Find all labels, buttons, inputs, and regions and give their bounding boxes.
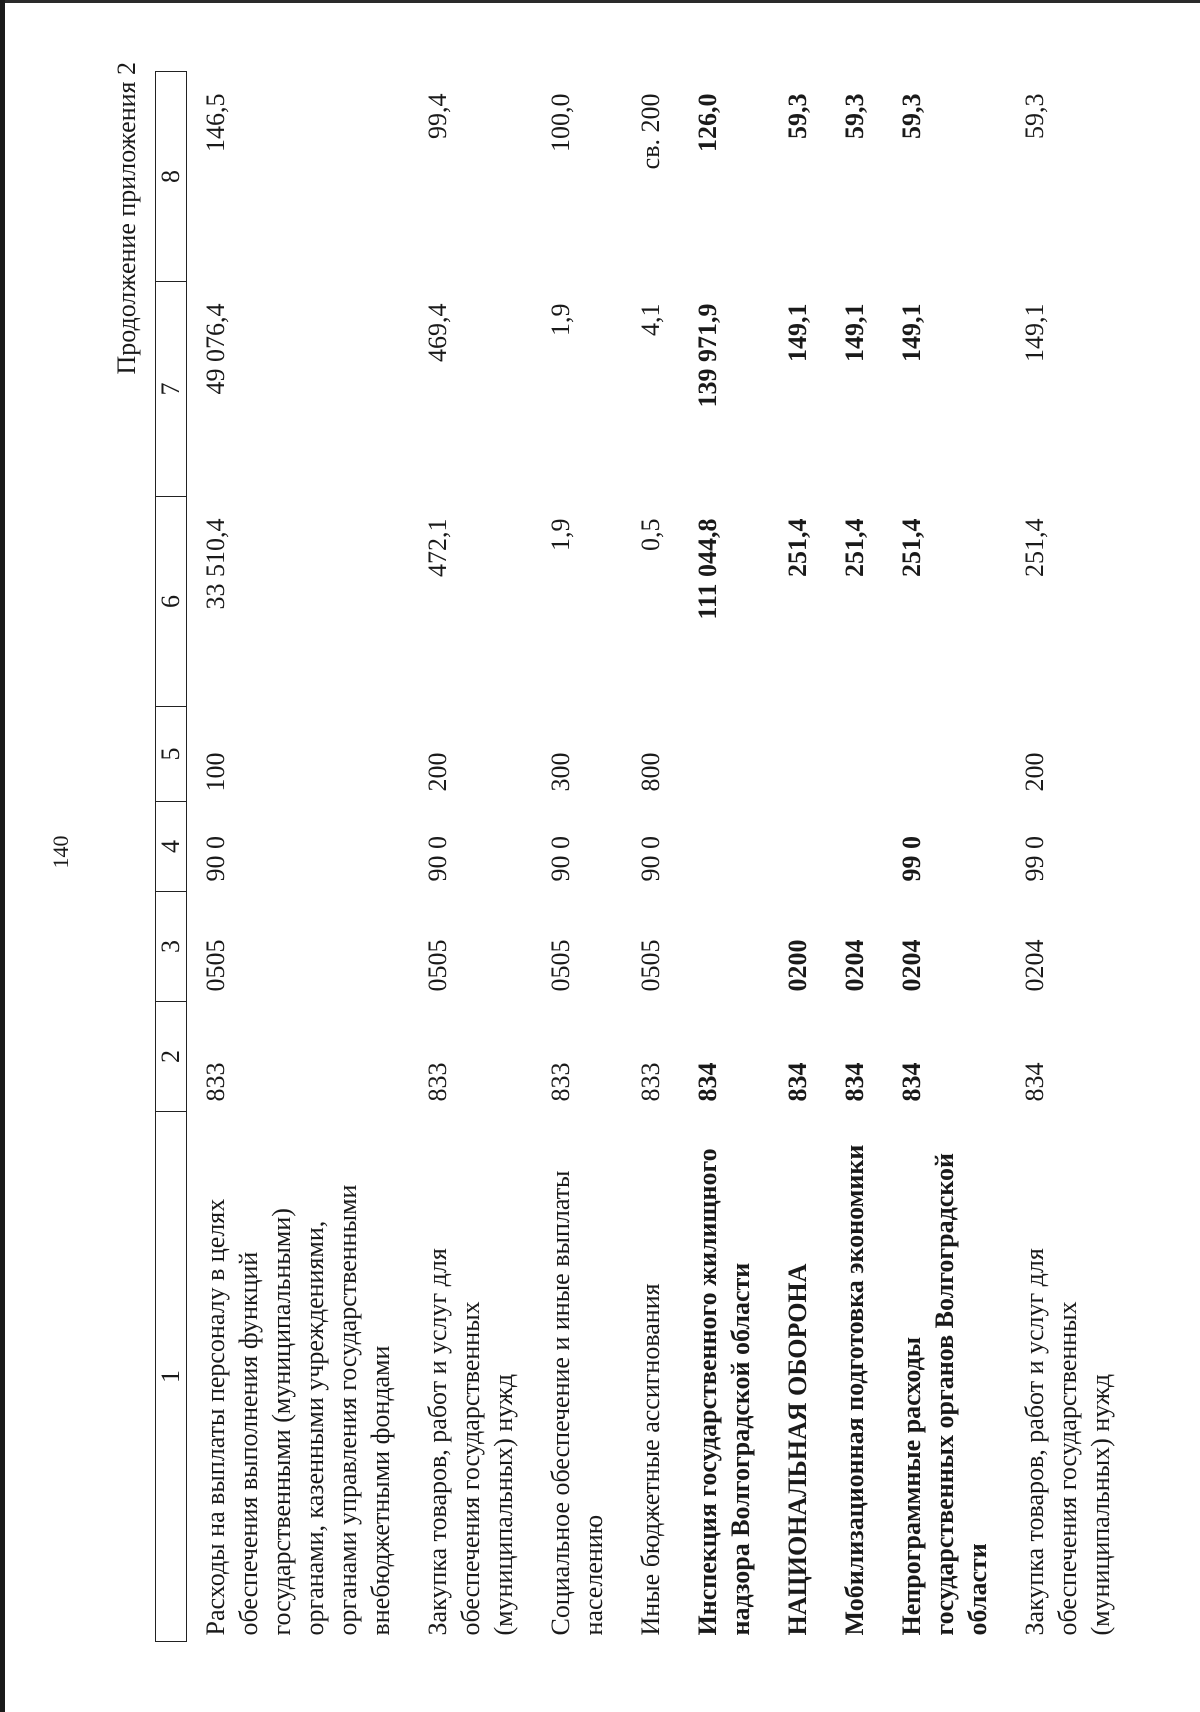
cell-col6: 33 510,4 — [201, 518, 230, 610]
cell-section: 0204 — [897, 939, 926, 992]
cell-col8: 126,0 — [693, 93, 722, 152]
column-header: 1 — [156, 1112, 187, 1642]
cell-chapter: 833 — [546, 1062, 575, 1102]
cell-target: 90 0 — [201, 836, 230, 882]
cell-section: 0200 — [783, 939, 812, 992]
cell-col8: 59,3 — [783, 93, 812, 139]
cell-target: 90 0 — [423, 836, 452, 882]
continuation-caption: Продолжение приложения 2 — [112, 62, 141, 375]
table-row — [1006, 72, 1129, 1642]
cell-col8: 146,5 — [201, 93, 230, 152]
cell-section: 0204 — [840, 939, 869, 992]
row-name: Иные бюджетные ассигнования — [636, 1283, 665, 1636]
cell-col7: 149,1 — [840, 303, 869, 362]
cell-expense-type: 200 — [1020, 752, 1049, 792]
table-row — [679, 72, 769, 1642]
table-row — [826, 72, 883, 1642]
cell-chapter: 833 — [636, 1062, 665, 1102]
cell-target — [679, 802, 769, 892]
cell-expense-type: 200 — [423, 752, 452, 792]
column-header: 3 — [156, 892, 187, 1002]
cell-target: 90 0 — [546, 836, 575, 882]
cell-section: 0505 — [423, 939, 452, 992]
cell-col7: 149,1 — [783, 303, 812, 362]
cell-target: 99 0 — [1020, 836, 1049, 882]
cell-col8: 59,3 — [840, 93, 869, 139]
cell-col6: 1,9 — [546, 518, 575, 551]
cell-expense-type: 100 — [201, 752, 230, 792]
cell-chapter: 834 — [840, 1062, 869, 1102]
row-name: Закупка товаров, работ и услуг для обеспечения государственных (муниципальных) нужд — [1020, 1248, 1115, 1636]
cell-col7: 139 971,9 — [693, 303, 722, 408]
table-row — [409, 72, 532, 1642]
cell-expense-type: 300 — [546, 752, 575, 792]
cell-col7: 149,1 — [1020, 303, 1049, 362]
table-row — [187, 72, 410, 1642]
table-row — [769, 72, 826, 1642]
column-header: 5 — [156, 707, 187, 802]
cell-col6: 251,4 — [783, 518, 812, 577]
table-header-row — [156, 72, 187, 1642]
cell-chapter: 834 — [783, 1062, 812, 1102]
budget-table — [155, 71, 1129, 1642]
cell-chapter: 833 — [201, 1062, 230, 1102]
cell-col6: 251,4 — [1020, 518, 1049, 577]
cell-col7: 4,1 — [636, 303, 665, 336]
page-number: 140 — [48, 835, 73, 869]
cell-target — [769, 802, 826, 892]
cell-section: 0204 — [1020, 939, 1049, 992]
column-header: 2 — [156, 1002, 187, 1112]
row-name: Расходы на выплаты персоналу в целях обеспечения выполнения функций государственными (муниципальными) органами, казенными учреждениями, органами управления государственными внебюджетными фондами — [201, 1184, 395, 1636]
cell-col8: 100,0 — [546, 93, 575, 152]
cell-target: 99 0 — [897, 836, 926, 882]
cell-expense-type — [826, 707, 883, 802]
cell-col7: 469,4 — [423, 303, 452, 362]
table-body — [187, 72, 1130, 1642]
cell-chapter: 834 — [693, 1062, 722, 1102]
column-header: 8 — [156, 72, 187, 282]
cell-expense-type — [769, 707, 826, 802]
table-row — [883, 72, 1006, 1642]
cell-expense-type: 800 — [636, 752, 665, 792]
cell-expense-type — [679, 707, 769, 802]
cell-chapter: 834 — [897, 1062, 926, 1102]
row-name: Инспекция государственного жилищного надзора Волгоградской области — [693, 1148, 755, 1636]
row-name: Мобилизационная подготовка экономики — [840, 1144, 869, 1636]
cell-col6: 0,5 — [636, 518, 665, 551]
column-header: 4 — [156, 802, 187, 892]
column-header: 6 — [156, 497, 187, 707]
cell-chapter: 833 — [423, 1062, 452, 1102]
table-row — [532, 72, 622, 1642]
cell-target — [826, 802, 883, 892]
cell-col6: 251,4 — [897, 518, 926, 577]
row-name: НАЦИОНАЛЬНАЯ ОБОРОНА — [783, 1263, 812, 1636]
cell-col6: 472,1 — [423, 518, 452, 577]
cell-col8: 59,3 — [897, 93, 926, 139]
cell-section — [679, 892, 769, 1002]
cell-col7: 49 076,4 — [201, 303, 230, 395]
cell-target: 90 0 — [636, 836, 665, 882]
cell-expense-type — [883, 707, 1006, 802]
column-header: 7 — [156, 282, 187, 497]
cell-col7: 1,9 — [546, 303, 575, 336]
cell-col7: 149,1 — [897, 303, 926, 362]
cell-col8: 99,4 — [423, 93, 452, 139]
row-name: Социальное обеспечение и иные выплаты населению — [546, 1170, 608, 1636]
row-name: Закупка товаров, работ и услуг для обеспечения государственных (муниципальных) нужд — [423, 1248, 518, 1636]
cell-section: 0505 — [546, 939, 575, 992]
cell-col6: 251,4 — [840, 518, 869, 577]
cell-section: 0505 — [201, 939, 230, 992]
table-row — [622, 72, 679, 1642]
cell-col6: 111 044,8 — [693, 518, 722, 620]
cell-section: 0505 — [636, 939, 665, 992]
cell-chapter: 834 — [1020, 1062, 1049, 1102]
cell-col8: св. 200 — [636, 93, 665, 170]
cell-col8: 59,3 — [1020, 93, 1049, 139]
row-name: Непрограммные расходы государственных органов Волгоградской области — [897, 1153, 992, 1636]
